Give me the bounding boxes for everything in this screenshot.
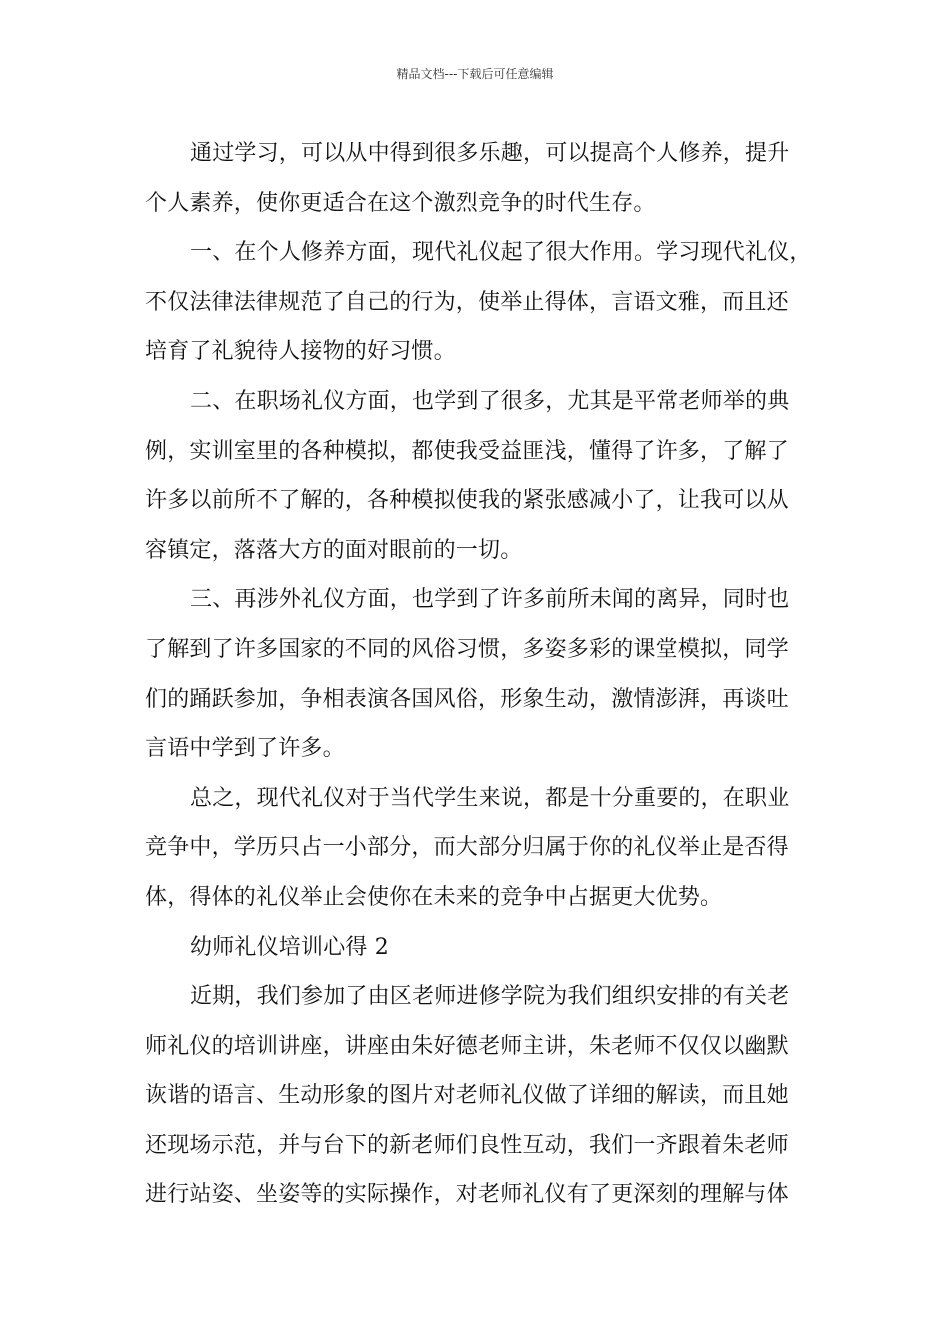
text-line: 了解到了许多国家的不同的风俗习惯，多姿多彩的课堂模拟，同学 bbox=[145, 636, 789, 662]
text-line: 诙谐的语言、生动形象的图片对老师礼仪做了详细的解读，而且她 bbox=[145, 1083, 789, 1109]
text-line: 师礼仪的培训讲座，讲座由朱好德老师主讲，朱老师不仅仅以幽默 bbox=[145, 1033, 789, 1059]
text-line: 体，得体的礼仪举止会使你在未来的竞争中占据更大优势。 bbox=[145, 884, 723, 910]
text-line: 进行站姿、坐姿等的实际操作，对老师礼仪有了更深刻的理解与体 bbox=[145, 1182, 789, 1208]
text-line: 不仅法律法律规范了自己的行为，使举止得体，言语文雅，而且还 bbox=[145, 289, 789, 315]
text-line: 二、在职场礼仪方面，也学到了很多，尤其是平常老师举的典 bbox=[190, 388, 790, 414]
text-line: 三、再涉外礼仪方面，也学到了许多前所未闻的离异，同时也 bbox=[190, 587, 790, 613]
text-line: 培育了礼貌待人接物的好习惯。 bbox=[145, 339, 456, 365]
text-line: 例，实训室里的各种模拟，都使我受益匪浅，懂得了许多，了解了 bbox=[145, 438, 789, 464]
text-line: 言语中学到了许多。 bbox=[145, 736, 345, 762]
page-header: 精品文档---下载后可任意编辑 bbox=[396, 67, 554, 81]
text-line: 容镇定，落落大方的面对眼前的一切。 bbox=[145, 537, 523, 563]
text-line: 通过学习，可以从中得到很多乐趣，可以提高个人修养，提升 bbox=[190, 141, 790, 166]
text-line: 幼师礼仪培训心得 2 bbox=[190, 934, 389, 960]
document-body bbox=[145, 129, 812, 1220]
text-line: 竞争中，学历只占一小部分，而大部分归属于你的礼仪举止是否得 bbox=[145, 835, 789, 861]
text-line: 一、在个人修养方面，现代礼仪起了很大作用。学习现代礼仪， bbox=[190, 240, 812, 266]
text-line: 还现场示范，并与台下的新老师们良性互动，我们一齐跟着朱老师 bbox=[145, 1132, 789, 1158]
text-line: 近期，我们参加了由区老师进修学院为我们组织安排的有关老 bbox=[190, 984, 790, 1010]
text-line: 个人素养，使你更适合在这个激烈竞争的时代生存。 bbox=[145, 190, 656, 216]
text-line: 们的踊跃参加，争相表演各国风俗，形象生动，激情澎湃，再谈吐 bbox=[145, 686, 789, 712]
text-line: 许多以前所不了解的，各种模拟使我的紧张感减小了，让我可以从 bbox=[145, 488, 789, 514]
text-line: 总之，现代礼仪对于当代学生来说，都是十分重要的，在职业 bbox=[190, 785, 790, 811]
